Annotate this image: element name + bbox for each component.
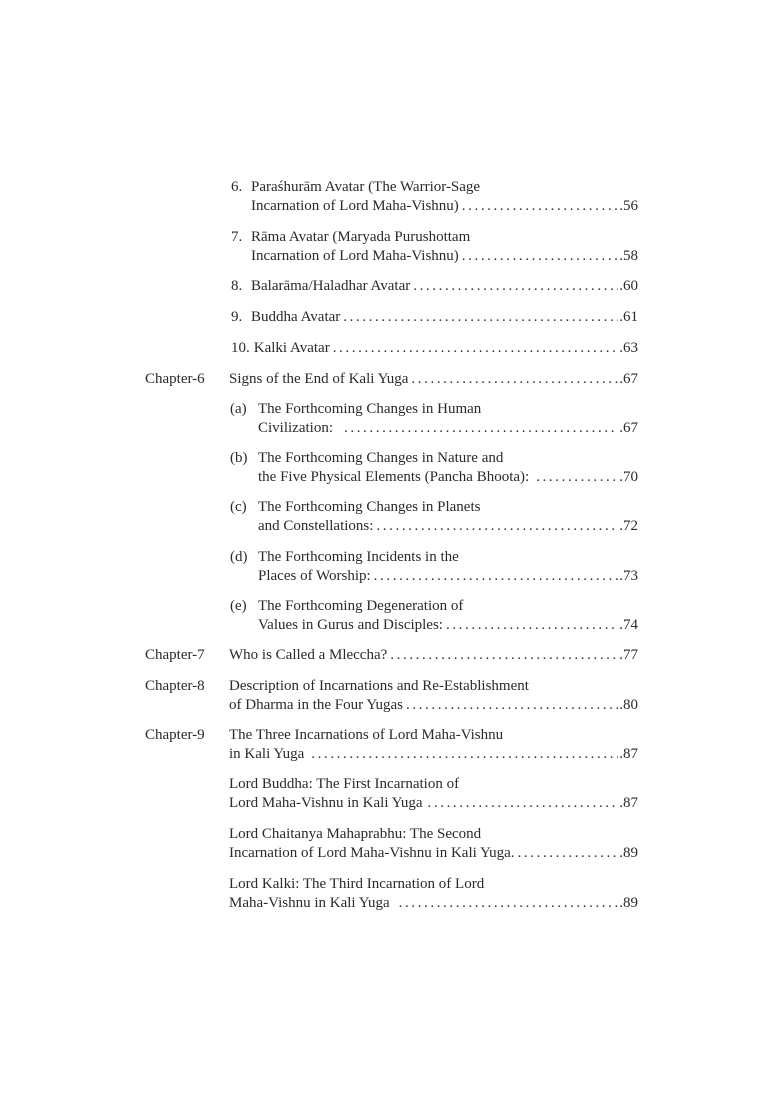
dot-leader	[390, 646, 618, 665]
chapter-label: Chapter-6	[145, 371, 205, 387]
entry-title-line-with-page[interactable]: Values in Gurus and Disciples: ..... .74	[258, 616, 638, 635]
page-number: .73	[619, 568, 638, 584]
entry-title-line-with-page[interactable]: Balarāma/Haladhar Avatar ..... .60	[251, 277, 638, 296]
page-number: .72	[619, 518, 638, 534]
dot-leader	[399, 894, 619, 913]
entry-title-line: The Forthcoming Incidents in the	[258, 549, 459, 565]
entry-title-line-with-page[interactable]: Incarnation of Lord Maha-Vishnu) ..... .56	[251, 197, 638, 216]
entry-title-line-with-page[interactable]: Places of Worship: ..... .73	[258, 567, 638, 586]
entry-title-line: Paraśhurām Avatar (The Warrior-Sage	[251, 179, 481, 195]
entry-title-line-with-page[interactable]: Buddha Avatar ..... .61	[251, 308, 638, 327]
entry-letter: (a)	[230, 401, 247, 417]
page-number: .89	[619, 845, 638, 861]
page-number: .56	[619, 198, 638, 214]
entry-title-line: Description of Incarnations and Re-Establishment	[229, 678, 529, 694]
page-number: .60	[619, 278, 638, 294]
entry-number: 10.	[231, 340, 250, 356]
dot-leader	[311, 745, 618, 764]
entry-title-line: Lord Kalki: The Third Incarnation of Lord	[229, 876, 485, 892]
entry-title-line: The Forthcoming Degeneration of	[258, 598, 464, 614]
dot-leader	[343, 308, 618, 327]
entry-number: 8.	[231, 278, 243, 294]
entry-title-line-with-page[interactable]: and Constellations: ..... .72	[258, 517, 638, 536]
page-number: .67	[619, 420, 638, 436]
page-number: .87	[619, 795, 638, 811]
page-number: .67	[619, 371, 638, 387]
entry-title-line-with-page[interactable]: Incarnation of Lord Maha-Vishnu in Kali Yuga. ..... .89	[229, 844, 638, 863]
entry-title-line-with-page[interactable]: of Dharma in the Four Yugas ..... .80	[229, 696, 638, 715]
dot-leader	[536, 468, 618, 487]
entry-title-line: The Forthcoming Changes in Nature and	[258, 450, 504, 466]
page-number: .58	[619, 248, 638, 264]
entry-title-line: The Forthcoming Changes in Planets	[258, 499, 481, 515]
entry-number: 9.	[231, 309, 243, 325]
chapter-label: Chapter-7	[145, 647, 205, 663]
chapter-label: Chapter-9	[145, 727, 205, 743]
dot-leader	[411, 370, 618, 389]
entry-letter: (e)	[230, 598, 247, 614]
entry-title-line-with-page[interactable]: Civilization: ..... .67	[258, 419, 638, 438]
page-number: .70	[619, 469, 638, 485]
entry-title-line-with-page[interactable]: 10. Kalki Avatar ..... .63	[231, 339, 638, 358]
entry-title-line-with-page[interactable]: Lord Maha-Vishnu in Kali Yuga ..... .87	[229, 794, 638, 813]
entry-title-line: Rāma Avatar (Maryada Purushottam	[251, 229, 471, 245]
entry-title-line-with-page[interactable]: in Kali Yuga ..... .87	[229, 745, 638, 764]
entry-title-line: Lord Buddha: The First Incarnation of	[229, 776, 460, 792]
chapter-label: Chapter-8	[145, 678, 205, 694]
page-number: .89	[619, 895, 638, 911]
entry-title-line-with-page[interactable]: Who is Called a Mleccha? ..... .77	[229, 646, 638, 665]
dot-leader	[462, 197, 618, 216]
dot-leader	[374, 567, 619, 586]
entry-title-line-with-page[interactable]: Maha-Vishnu in Kali Yuga ..... .89	[229, 894, 638, 913]
entry-number: 7.	[231, 229, 243, 245]
entry-letter: (b)	[230, 450, 248, 466]
entry-title-line-with-page[interactable]: Signs of the End of Kali Yuga ..... .67	[229, 370, 638, 389]
entry-title-line: Lord Chaitanya Mahaprabhu: The Second	[229, 826, 482, 842]
dot-leader	[413, 277, 618, 296]
page-number: .77	[619, 647, 638, 663]
dot-leader	[446, 616, 618, 635]
page-number: .61	[619, 309, 638, 325]
dot-leader	[462, 247, 618, 266]
dot-leader	[344, 419, 618, 438]
dot-leader	[428, 794, 619, 813]
dot-leader	[376, 517, 618, 536]
entry-letter: (c)	[230, 499, 247, 515]
entry-title-line: The Forthcoming Changes in Human	[258, 401, 482, 417]
entry-letter: (d)	[230, 549, 248, 565]
dot-leader	[333, 339, 619, 358]
dot-leader	[518, 844, 619, 863]
page-number: .63	[619, 340, 638, 356]
page-number: .74	[619, 617, 638, 633]
dot-leader	[406, 696, 618, 715]
page-number: .80	[619, 697, 638, 713]
entry-title-line-with-page[interactable]: the Five Physical Elements (Pancha Bhoota): ..... .70	[258, 468, 638, 487]
page-number: .87	[619, 746, 638, 762]
entry-number: 6.	[231, 179, 243, 195]
entry-title-line: The Three Incarnations of Lord Maha-Vishnu	[229, 727, 504, 743]
entry-title-line-with-page[interactable]: Incarnation of Lord Maha-Vishnu) ..... .58	[251, 247, 638, 266]
